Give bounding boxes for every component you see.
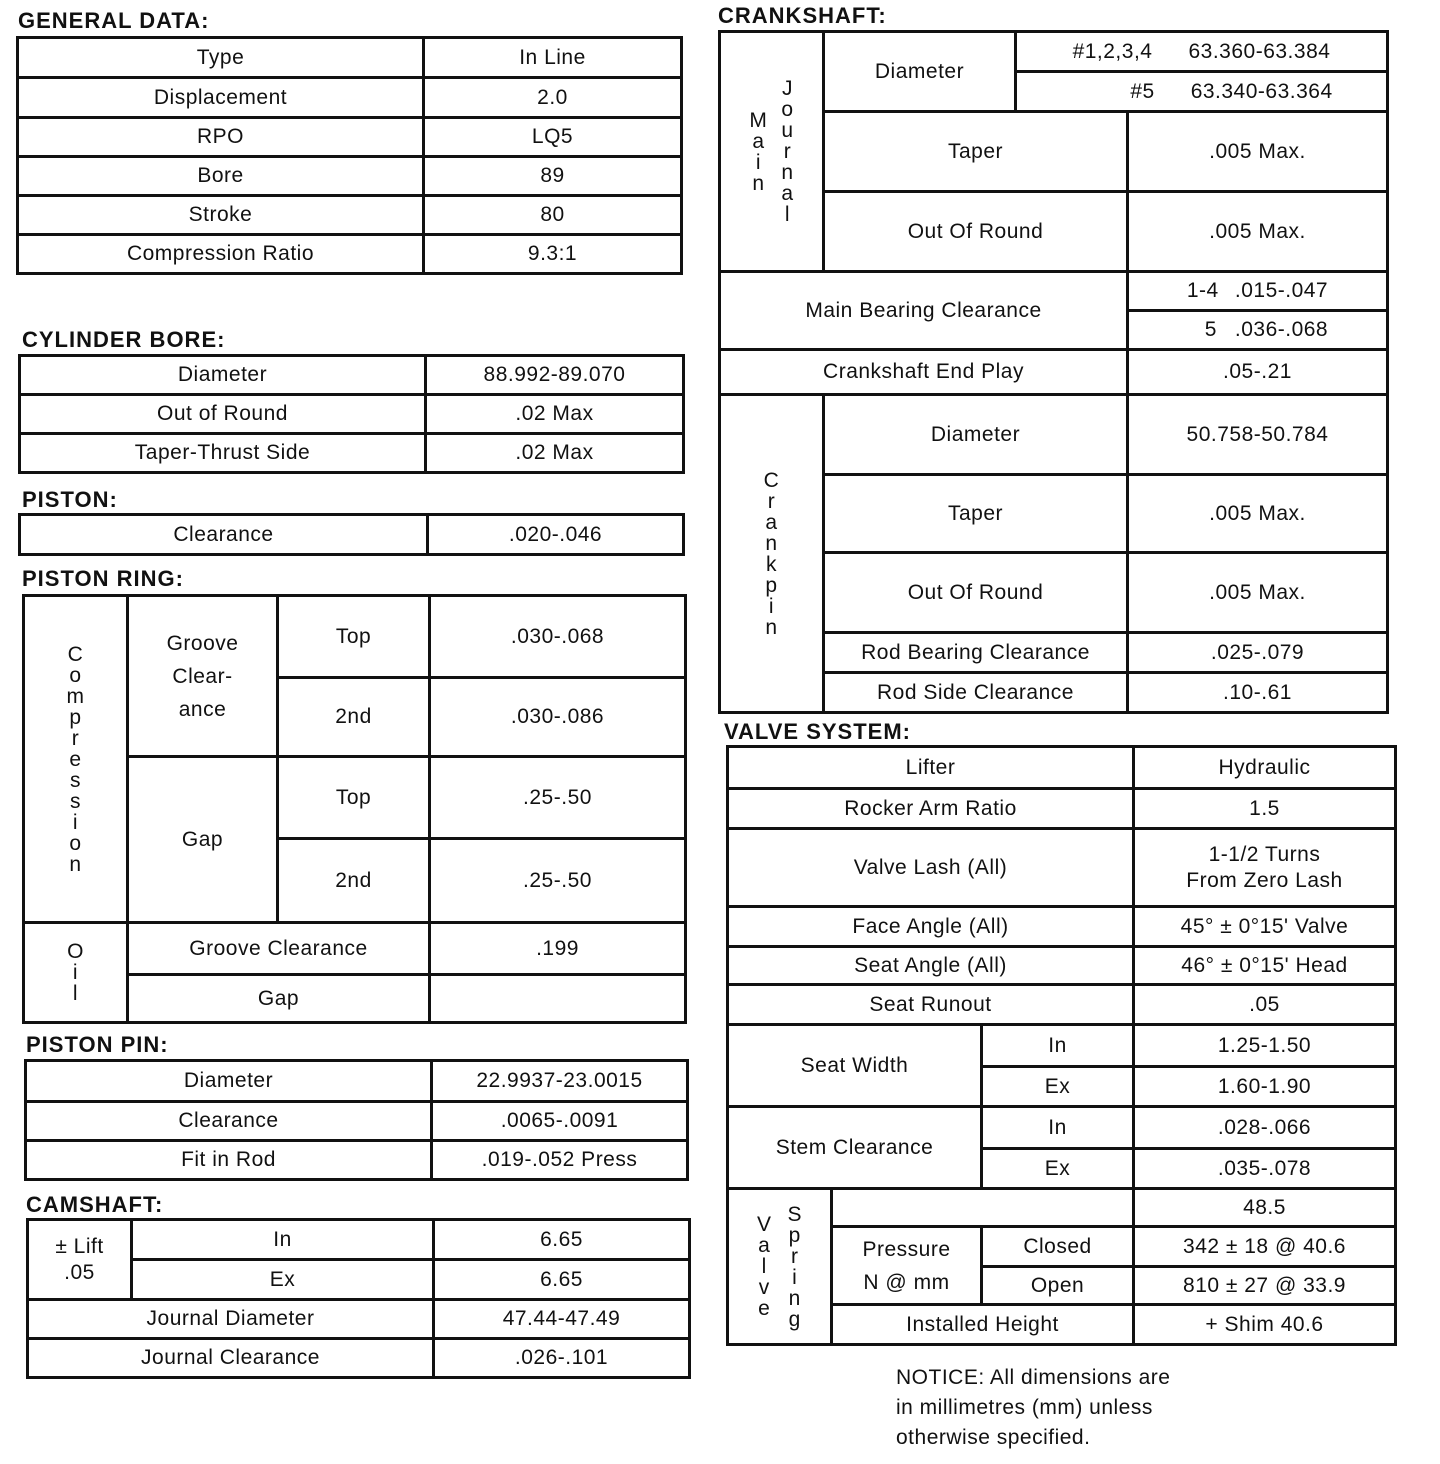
table-row: [728, 789, 1396, 829]
diameter-5: #5 63.340-63.364: [1016, 72, 1388, 112]
table-row: [26, 1061, 688, 1102]
lifter-value: Hydraulic: [1134, 747, 1396, 789]
table-row: [720, 32, 1388, 72]
rod-bearing-clearance-label: Rod Bearing Clearance: [824, 633, 1128, 673]
notice-line: otherwise specified.: [896, 1426, 1091, 1449]
crankpin-taper-label: Taper: [824, 475, 1128, 553]
installed-height-value: + Shim 40.6: [1134, 1305, 1396, 1345]
end-play-label: Crankshaft End Play: [720, 350, 1128, 395]
lift-in-label: In: [132, 1220, 434, 1260]
second-label: 2nd: [278, 839, 430, 923]
valve-word: V a l v e: [756, 1213, 772, 1320]
oil-gap-label: Gap: [128, 975, 430, 1023]
crankpin-oor-value: .005 Max.: [1128, 553, 1388, 633]
table-row: [728, 1189, 1396, 1227]
seat-width-in-label: In: [982, 1025, 1134, 1067]
row-label: Stroke: [18, 196, 424, 235]
journal-diameter-value: 47.44-47.49: [434, 1300, 690, 1339]
oil-gap-value: [430, 975, 686, 1023]
row-value: 22.9937-23.0015: [432, 1061, 688, 1102]
gap-2nd-value: .25-.50: [430, 839, 686, 923]
cylinder-bore-title: CYLINDER BORE:: [22, 327, 226, 352]
general-data-table: [16, 36, 683, 275]
valve-lash-value: 1-1/2 Turns From Zero Lash: [1134, 829, 1396, 907]
row-label: Diameter: [26, 1061, 432, 1102]
crankpin-taper-value: .005 Max.: [1128, 475, 1388, 553]
row-value: 80: [424, 196, 682, 235]
top-label: Top: [278, 757, 430, 839]
row-label: Clearance: [20, 515, 428, 555]
stem-in-value: .028-.066: [1134, 1107, 1396, 1149]
piston-title: PISTON:: [22, 487, 118, 512]
table-row: [20, 356, 684, 395]
journal-clearance-label: Journal Clearance: [28, 1339, 434, 1378]
face-angle-value: 45° ± 0°15' Valve: [1134, 907, 1396, 947]
seat-angle-value: 46° ± 0°15' Head: [1134, 947, 1396, 985]
lift-in-value: 6.65: [434, 1220, 690, 1260]
notice-line: in millimetres (mm) unless: [896, 1396, 1153, 1419]
stem-in-label: In: [982, 1107, 1134, 1149]
piston-pin-title: PISTON PIN:: [26, 1032, 169, 1057]
main-journal-label: [720, 32, 824, 272]
table-row: [18, 157, 682, 196]
row-label: Displacement: [18, 78, 424, 118]
end-play-value: .05-.21: [1128, 350, 1388, 395]
table-row: [728, 829, 1396, 907]
table-row: [720, 272, 1388, 311]
gap-top-value: .25-.50: [430, 757, 686, 839]
table-row: [728, 985, 1396, 1025]
table-row: [18, 196, 682, 235]
top-label: Top: [278, 596, 430, 678]
seat-runout-value: .05: [1134, 985, 1396, 1025]
valve-lash-label: Valve Lash (All): [728, 829, 1134, 907]
piston-table: [18, 513, 685, 556]
crankpin-diameter-label: Diameter: [824, 395, 1128, 475]
row-label: Diameter: [20, 356, 426, 395]
table-row: [18, 235, 682, 274]
face-angle-label: Face Angle (All): [728, 907, 1134, 947]
journal-word: J o u r n a l: [781, 77, 794, 226]
row-label: Taper-Thrust Side: [20, 434, 426, 473]
row-value: .02 Max: [426, 434, 684, 473]
lift-ex-value: 6.65: [434, 1260, 690, 1300]
table-row: [728, 1107, 1396, 1149]
cylinder-bore-table: [18, 354, 685, 474]
main-taper-label: Taper: [824, 112, 1128, 192]
table-row: [24, 596, 686, 678]
table-row: [720, 350, 1388, 395]
table-row: [18, 118, 682, 157]
row-value: 88.992-89.070: [426, 356, 684, 395]
diameter-1-4: #1,2,3,4 63.360-63.384: [1016, 32, 1388, 72]
crankshaft-table: [718, 30, 1389, 714]
mbc-1-4: 1-4 .015-.047: [1128, 272, 1388, 311]
table-row: [28, 1339, 690, 1378]
row-value: In Line: [424, 38, 682, 78]
main-diameter-label: Diameter: [824, 32, 1016, 112]
camshaft-title: CAMSHAFT:: [26, 1192, 164, 1217]
row-value: 9.3:1: [424, 235, 682, 274]
valve-system-table: [726, 745, 1397, 1346]
closed-label: Closed: [982, 1227, 1134, 1267]
groove-top-value: .030-.068: [430, 596, 686, 678]
second-label: 2nd: [278, 678, 430, 757]
table-row: [26, 1141, 688, 1180]
main-taper-value: .005 Max.: [1128, 112, 1388, 192]
valve-system-title: VALVE SYSTEM:: [724, 719, 911, 744]
crankpin-oor-label: Out Of Round: [824, 553, 1128, 633]
crankpin-label: C r a n k p i n: [720, 395, 824, 713]
lift-ex-label: Ex: [132, 1260, 434, 1300]
table-row: [20, 434, 684, 473]
row-value: .020-.046: [428, 515, 684, 555]
rocker-ratio-value: 1.5: [1134, 789, 1396, 829]
table-row: [26, 1102, 688, 1141]
stem-ex-value: .035-.078: [1134, 1149, 1396, 1189]
stem-clearance-label: Stem Clearance: [728, 1107, 982, 1189]
row-label: Bore: [18, 157, 424, 196]
stem-ex-label: Ex: [982, 1149, 1134, 1189]
journal-diameter-label: Journal Diameter: [28, 1300, 434, 1339]
table-row: [728, 747, 1396, 789]
piston-ring-title: PISTON RING:: [22, 566, 184, 591]
seat-angle-label: Seat Angle (All): [728, 947, 1134, 985]
row-value: 89: [424, 157, 682, 196]
table-row: [20, 515, 684, 555]
row-value: 2.0: [424, 78, 682, 118]
table-row: [28, 1220, 690, 1260]
mbc-5: 5 .036-.068: [1128, 311, 1388, 350]
table-row: [728, 907, 1396, 947]
free-length-value: 48.5: [1134, 1189, 1396, 1227]
open-value: 810 ± 27 @ 33.9: [1134, 1267, 1396, 1305]
rod-bearing-clearance-value: .025-.079: [1128, 633, 1388, 673]
row-label: Out of Round: [20, 395, 426, 434]
gap-label: Gap: [128, 757, 278, 923]
row-label: RPO: [18, 118, 424, 157]
oil-groove-label: Groove Clearance: [128, 923, 430, 975]
seat-width-label: Seat Width: [728, 1025, 982, 1107]
free-length-label: [832, 1189, 1134, 1227]
closed-value: 342 ± 18 @ 40.6: [1134, 1227, 1396, 1267]
groove-clearance-label: Groove Clear- ance: [128, 596, 278, 757]
row-label: Type: [18, 38, 424, 78]
table-row: [20, 395, 684, 434]
row-value: LQ5: [424, 118, 682, 157]
piston-ring-table: [22, 594, 687, 1024]
row-label: Fit in Rod: [26, 1141, 432, 1180]
open-label: Open: [982, 1267, 1134, 1305]
row-value: .0065-.0091: [432, 1102, 688, 1141]
crankpin-diameter-value: 50.758-50.784: [1128, 395, 1388, 475]
notice-text: [896, 1363, 1170, 1453]
journal-clearance-value: .026-.101: [434, 1339, 690, 1378]
groove-2nd-value: .030-.086: [430, 678, 686, 757]
oil-label: O i l: [24, 923, 128, 1023]
rocker-ratio-label: Rocker Arm Ratio: [728, 789, 1134, 829]
compression-label: C o m p r e s s i o n: [24, 596, 128, 923]
table-row: [24, 923, 686, 975]
table-row: [28, 1300, 690, 1339]
main-bearing-clearance-label: Main Bearing Clearance: [720, 272, 1128, 350]
oil-groove-value: .199: [430, 923, 686, 975]
table-row: [728, 1025, 1396, 1067]
table-row: [720, 395, 1388, 475]
spring-word: S p r i n g: [787, 1202, 803, 1331]
main-word: M a i n: [749, 108, 768, 195]
installed-height-label: Installed Height: [832, 1305, 1134, 1345]
lifter-label: Lifter: [728, 747, 1134, 789]
seat-width-in-value: 1.25-1.50: [1134, 1025, 1396, 1067]
row-label: Compression Ratio: [18, 235, 424, 274]
pressure-label: Pressure N @ mm: [832, 1227, 982, 1305]
general-data-title: GENERAL DATA:: [18, 8, 210, 33]
main-oor-label: Out Of Round: [824, 192, 1128, 272]
table-row: [728, 947, 1396, 985]
piston-pin-table: [24, 1059, 689, 1181]
seat-width-ex-value: 1.60-1.90: [1134, 1067, 1396, 1107]
main-oor-value: .005 Max.: [1128, 192, 1388, 272]
crankshaft-title: CRANKSHAFT:: [718, 3, 887, 28]
row-value: .019-.052 Press: [432, 1141, 688, 1180]
table-row: [18, 78, 682, 118]
lift-label: ± Lift .05: [28, 1220, 132, 1300]
valve-spring-label: [728, 1189, 832, 1345]
seat-runout-label: Seat Runout: [728, 985, 1134, 1025]
table-row: [18, 38, 682, 78]
rod-side-clearance-label: Rod Side Clearance: [824, 673, 1128, 713]
row-value: .02 Max: [426, 395, 684, 434]
row-label: Clearance: [26, 1102, 432, 1141]
rod-side-clearance-value: .10-.61: [1128, 673, 1388, 713]
notice-line: NOTICE: All dimensions are: [896, 1366, 1171, 1389]
camshaft-table: [26, 1218, 691, 1379]
seat-width-ex-label: Ex: [982, 1067, 1134, 1107]
